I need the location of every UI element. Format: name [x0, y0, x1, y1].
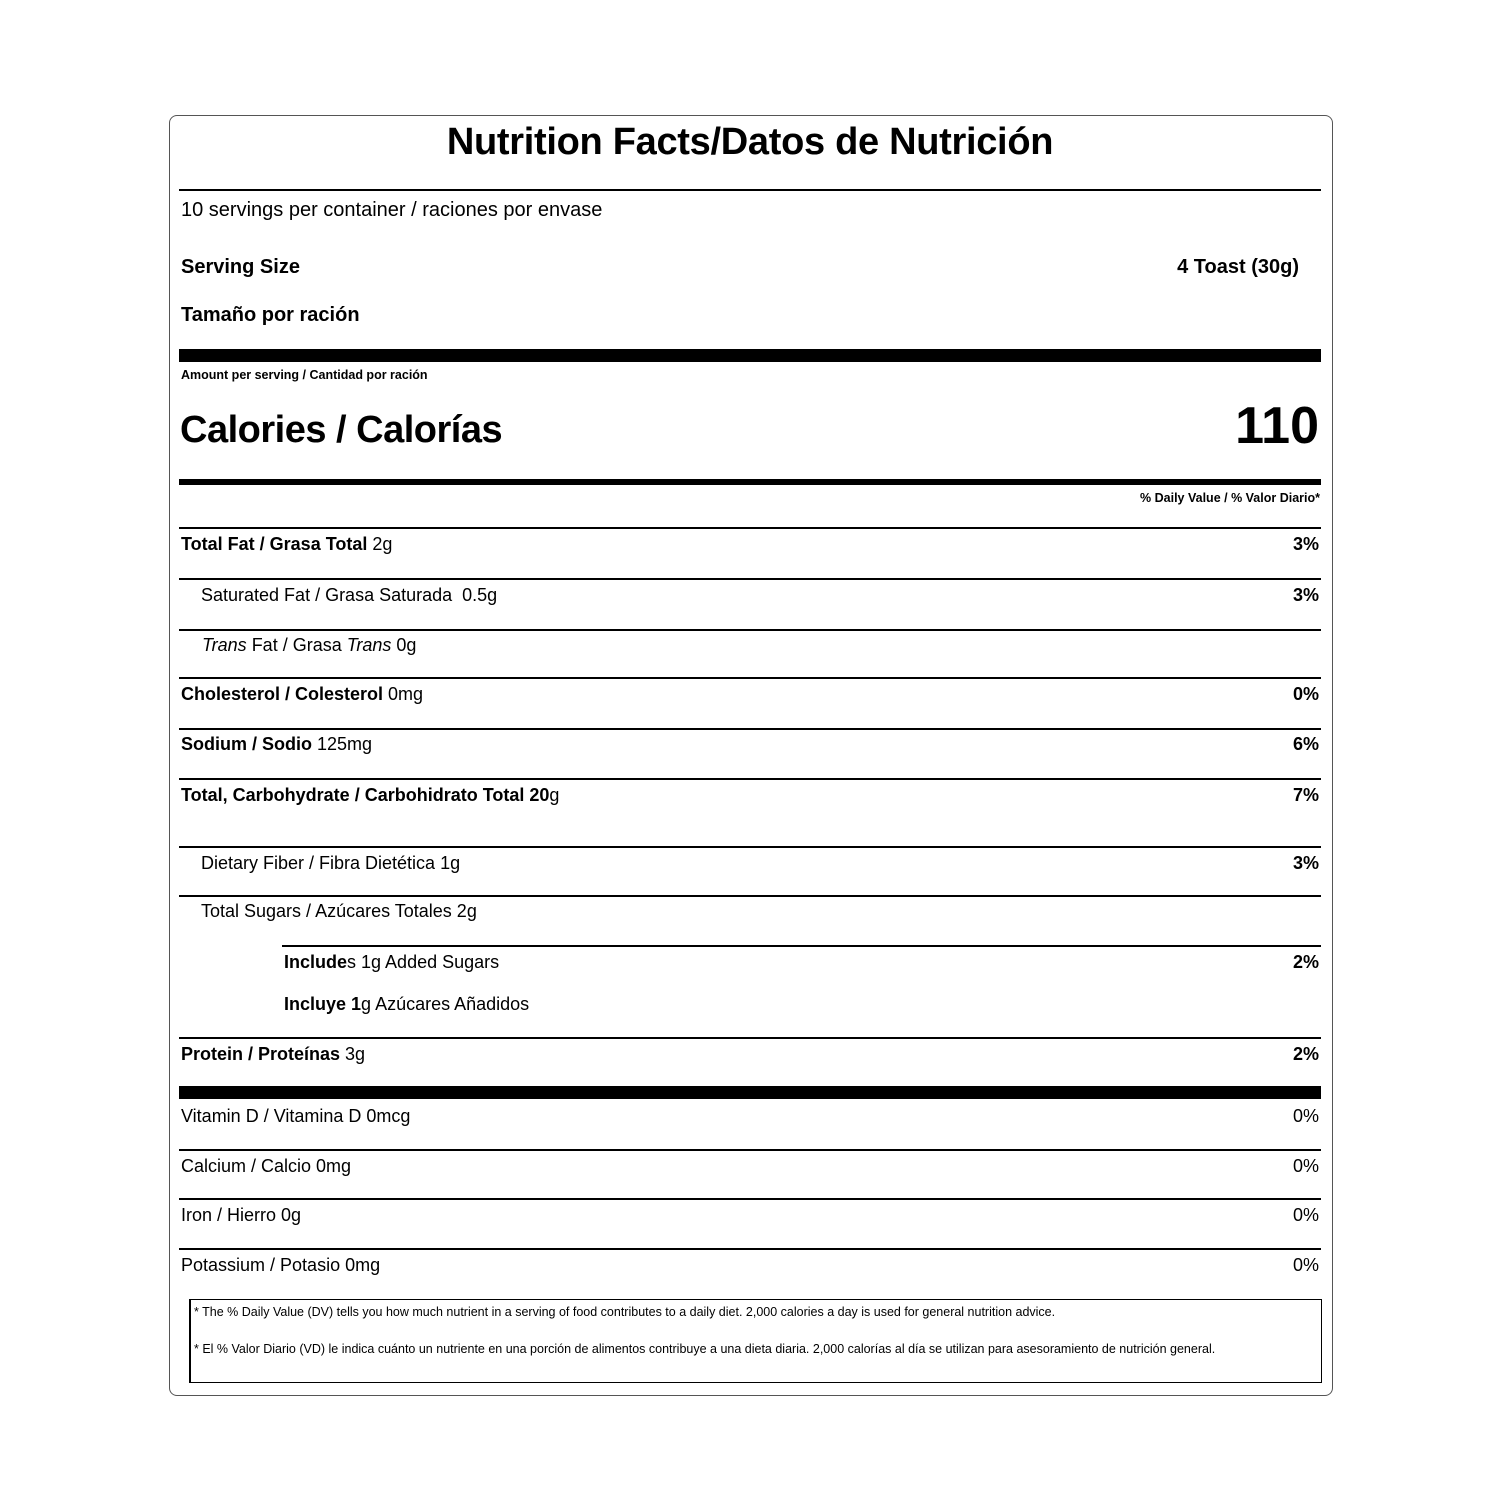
calories-divider: [179, 479, 1321, 485]
serving-size-value: 4 Toast (30g): [1177, 256, 1299, 278]
added-sugars-text-es: g Azúcares Añadidos: [361, 994, 530, 1014]
nutrient-divider: [179, 846, 1321, 848]
daily-value-header: % Daily Value / % Valor Diario*: [1140, 491, 1320, 505]
title-divider: [179, 189, 1321, 191]
total-carb-amount: g: [549, 785, 560, 805]
dietary-fiber-row: Dietary Fiber / Fibra Dietética 1g: [201, 853, 461, 873]
vitamin-d-row: Vitamin D / Vitamina D 0mcg: [181, 1106, 411, 1126]
thick-divider: [179, 349, 1321, 362]
total-fat-amount: 2g: [367, 534, 393, 554]
added-sugars-bold: Include: [284, 952, 348, 972]
serving-size-label: Serving Size: [181, 256, 300, 278]
footnote-es: * El % Valor Diario (VD) le indica cuánto un nutriente en una porción de alimentos contribuye a una dieta diaria. 2,000 calorías al día se utilizan para asesoramiento de nutrición general.: [194, 1342, 1216, 1356]
vitamin-divider: [179, 1149, 1321, 1151]
sodium-row: [181, 734, 372, 755]
serving-size-label-es: Tamaño por ración: [181, 304, 360, 326]
total-carb-row: [181, 785, 559, 806]
total-fat-row: [181, 534, 392, 555]
servings-per-container: 10 servings per container / raciones por envase: [181, 199, 603, 221]
potassium-dv: 0%: [1292, 1255, 1319, 1275]
vitamin-divider: [179, 1198, 1321, 1200]
nutrient-divider: [179, 578, 1321, 580]
potassium-row: Potassium / Potasio 0mg: [181, 1255, 381, 1275]
saturated-fat-dv: 3%: [1292, 585, 1319, 605]
trans-fat-row: [202, 635, 416, 656]
trans-fat-amount: 0g: [391, 635, 417, 655]
calories-value: 110: [1235, 397, 1319, 455]
iron-row: Iron / Hierro 0g: [181, 1205, 302, 1225]
total-carb-dv: 7%: [1292, 785, 1319, 805]
calories-label: Calories / Calorías: [180, 409, 503, 451]
added-sugars-row: [284, 952, 499, 973]
nutrient-divider: [179, 895, 1321, 897]
trans-fat-text: Fat / Grasa: [246, 635, 347, 655]
calcium-dv: 0%: [1292, 1156, 1319, 1176]
nutrient-divider: [179, 778, 1321, 780]
calcium-row: Calcium / Calcio 0mg: [181, 1156, 352, 1176]
protein-name: Protein / Proteínas: [181, 1044, 341, 1064]
trans-fat-italic-es: Trans: [346, 635, 392, 655]
added-sugars-row-es: [284, 994, 529, 1015]
cholesterol-name: Cholesterol / Colesterol: [181, 684, 384, 704]
vitamin-d-dv: 0%: [1292, 1106, 1319, 1126]
cholesterol-dv: 0%: [1292, 684, 1319, 704]
amount-per-serving: Amount per serving / Cantidad por ración: [181, 368, 428, 382]
label-title: Nutrition Facts/Datos de Nutrición: [446, 121, 1054, 163]
cholesterol-amount: 0mg: [383, 684, 424, 704]
dietary-fiber-dv: 3%: [1292, 853, 1319, 873]
total-fat-name: Total Fat / Grasa Total: [181, 534, 368, 554]
total-carb-name: Total, Carbohydrate / Carbohidrato Total 20: [181, 785, 550, 805]
nutrient-divider: [179, 629, 1321, 631]
saturated-fat-row: Saturated Fat / Grasa Saturada 0.5g: [201, 585, 498, 605]
total-sugars-row: Total Sugars / Azúcares Totales 2g: [201, 901, 477, 921]
trans-fat-italic: Trans: [202, 635, 247, 655]
vitamin-divider: [179, 1248, 1321, 1250]
sodium-dv: 6%: [1292, 734, 1319, 754]
cholesterol-row: [181, 684, 423, 705]
added-sugars-bold-es: Incluye 1: [284, 994, 362, 1014]
thick-divider: [179, 1086, 1321, 1099]
nutrient-divider: [179, 728, 1321, 730]
nutrient-divider: [179, 1037, 1321, 1039]
nutrient-divider: [179, 527, 1321, 529]
total-fat-dv: 3%: [1292, 534, 1319, 554]
sodium-name: Sodium / Sodio: [181, 734, 312, 754]
nutrient-divider: [179, 677, 1321, 679]
added-sugars-text: s 1g Added Sugars: [347, 952, 500, 972]
iron-dv: 0%: [1292, 1205, 1319, 1225]
added-sugars-divider: [282, 945, 1321, 947]
protein-row: [181, 1044, 365, 1065]
added-sugars-dv: 2%: [1292, 952, 1319, 972]
protein-dv: 2%: [1292, 1044, 1319, 1064]
sodium-amount: 125mg: [312, 734, 373, 754]
footnote-en: * The % Daily Value (DV) tells you how much nutrient in a serving of food contributes to a daily diet. 2,000 calories a day is used for general nutrition advice.: [194, 1305, 1056, 1319]
protein-amount: 3g: [340, 1044, 366, 1064]
